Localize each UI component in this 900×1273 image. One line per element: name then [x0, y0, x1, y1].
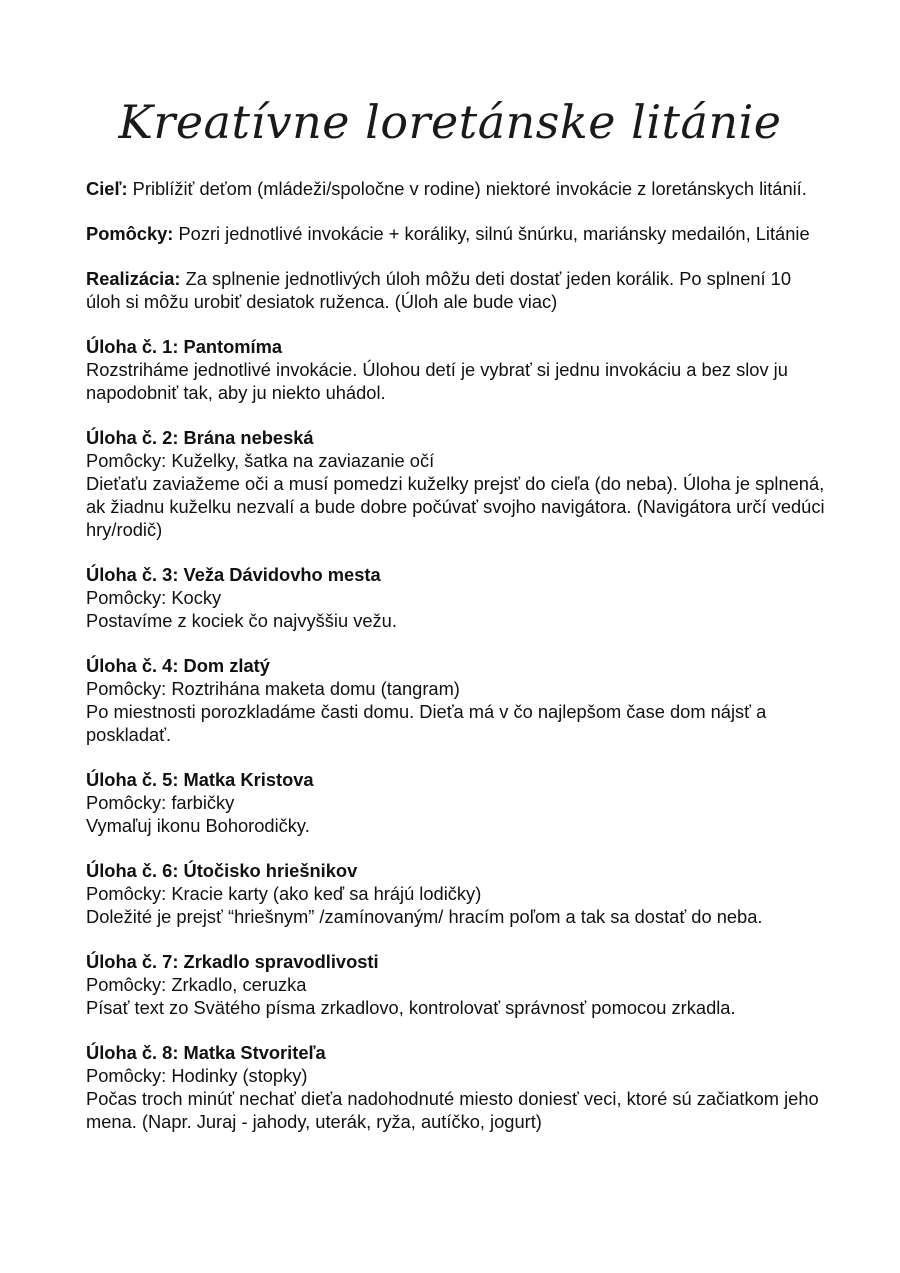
task-2 — [86, 426, 826, 541]
task-heading: Úloha č. 6: Útočisko hriešnikov — [86, 860, 358, 881]
goal-paragraph — [86, 177, 826, 200]
task-line: Postavíme z kociek čo najvyššiu vežu. — [86, 610, 397, 631]
realization-label: Realizácia: — [86, 268, 181, 289]
task-line: Písať text zo Svätého písma zrkadlovo, kontrolovať správnosť pomocou zrkadla. — [86, 997, 736, 1018]
task-heading: Úloha č. 3: Veža Dávidovho mesta — [86, 564, 381, 585]
materials-text: Pozri jednotlivé invokácie + koráliky, silnú šnúrku, mariánsky medailón, Litánie — [173, 223, 810, 244]
task-materials: Pomôcky: Kuželky, šatka na zaviazanie očí — [86, 450, 435, 471]
document-body — [86, 177, 826, 1155]
task-heading: Úloha č. 8: Matka Stvoriteľa — [86, 1042, 326, 1063]
task-1 — [86, 335, 826, 404]
task-materials: Pomôcky: Kracie karty (ako keď sa hrájú lodičky) — [86, 883, 482, 904]
task-4 — [86, 654, 826, 746]
realization-text: Za splnenie jednotlivých úloh môžu deti dostať jeden korálik. Po splnení 10 úloh si môžu urobiť desiatok ruženca. (Úloh ale bude viac) — [86, 268, 792, 312]
goal-text: Priblížiť deťom (mládeži/spoločne v rodine) niektoré invokácie z loretánskych litánií. — [127, 178, 807, 199]
task-5 — [86, 768, 826, 837]
goal-label: Cieľ: — [86, 178, 128, 199]
task-heading: Úloha č. 4: Dom zlatý — [86, 655, 270, 676]
task-line: Počas troch minúť nechať dieťa nadohodnuté miesto doniesť veci, ktoré sú začiatkom jeho mena. (Napr. Juraj - jahody, uterák, ryža, autíčko, jogurt) — [86, 1088, 819, 1132]
document-title: Kreatívne loretánske litánie — [118, 95, 782, 149]
task-heading: Úloha č. 7: Zrkadlo spravodlivosti — [86, 951, 379, 972]
task-materials: Pomôcky: Zrkadlo, ceruzka — [86, 974, 307, 995]
task-materials: Pomôcky: farbičky — [86, 792, 235, 813]
task-materials: Pomôcky: Roztrihána maketa domu (tangram) — [86, 678, 460, 699]
realization-paragraph — [86, 267, 826, 313]
materials-label: Pomôcky: — [86, 223, 174, 244]
task-line: Dieťaťu zaviažeme oči a musí pomedzi kuželky prejsť do cieľa (do neba). Úloha je splnená, ak žiadnu kuželku nezvalí a bude dobre počúvať svojho navigátora. (Navigátora určí vedúci hry/rodič) — [86, 473, 825, 540]
task-3 — [86, 563, 826, 632]
task-line: Po miestnosti porozkladáme časti domu. Dieťa má v čo najlepšom čase dom nájsť a poskladať. — [86, 701, 767, 745]
task-heading: Úloha č. 5: Matka Kristova — [86, 769, 314, 790]
task-line: Doležité je prejsť “hriešnym” /zamínovaným/ hracím poľom a tak sa dostať do neba. — [86, 906, 763, 927]
task-heading: Úloha č. 1: Pantomíma — [86, 336, 283, 357]
task-materials: Pomôcky: Kocky — [86, 587, 222, 608]
task-7 — [86, 950, 826, 1019]
task-materials: Pomôcky: Hodinky (stopky) — [86, 1065, 308, 1086]
task-6 — [86, 859, 826, 928]
task-line: Rozstriháme jednotlivé invokácie. Úlohou detí je vybrať si jednu invokáciu a bez slov ju napodobniť tak, aby ju niekto uhádol. — [86, 359, 788, 403]
task-8 — [86, 1041, 826, 1133]
task-line: Vymaľuj ikonu Bohorodičky. — [86, 815, 310, 836]
materials-paragraph — [86, 222, 826, 245]
task-heading: Úloha č. 2: Brána nebeská — [86, 427, 314, 448]
